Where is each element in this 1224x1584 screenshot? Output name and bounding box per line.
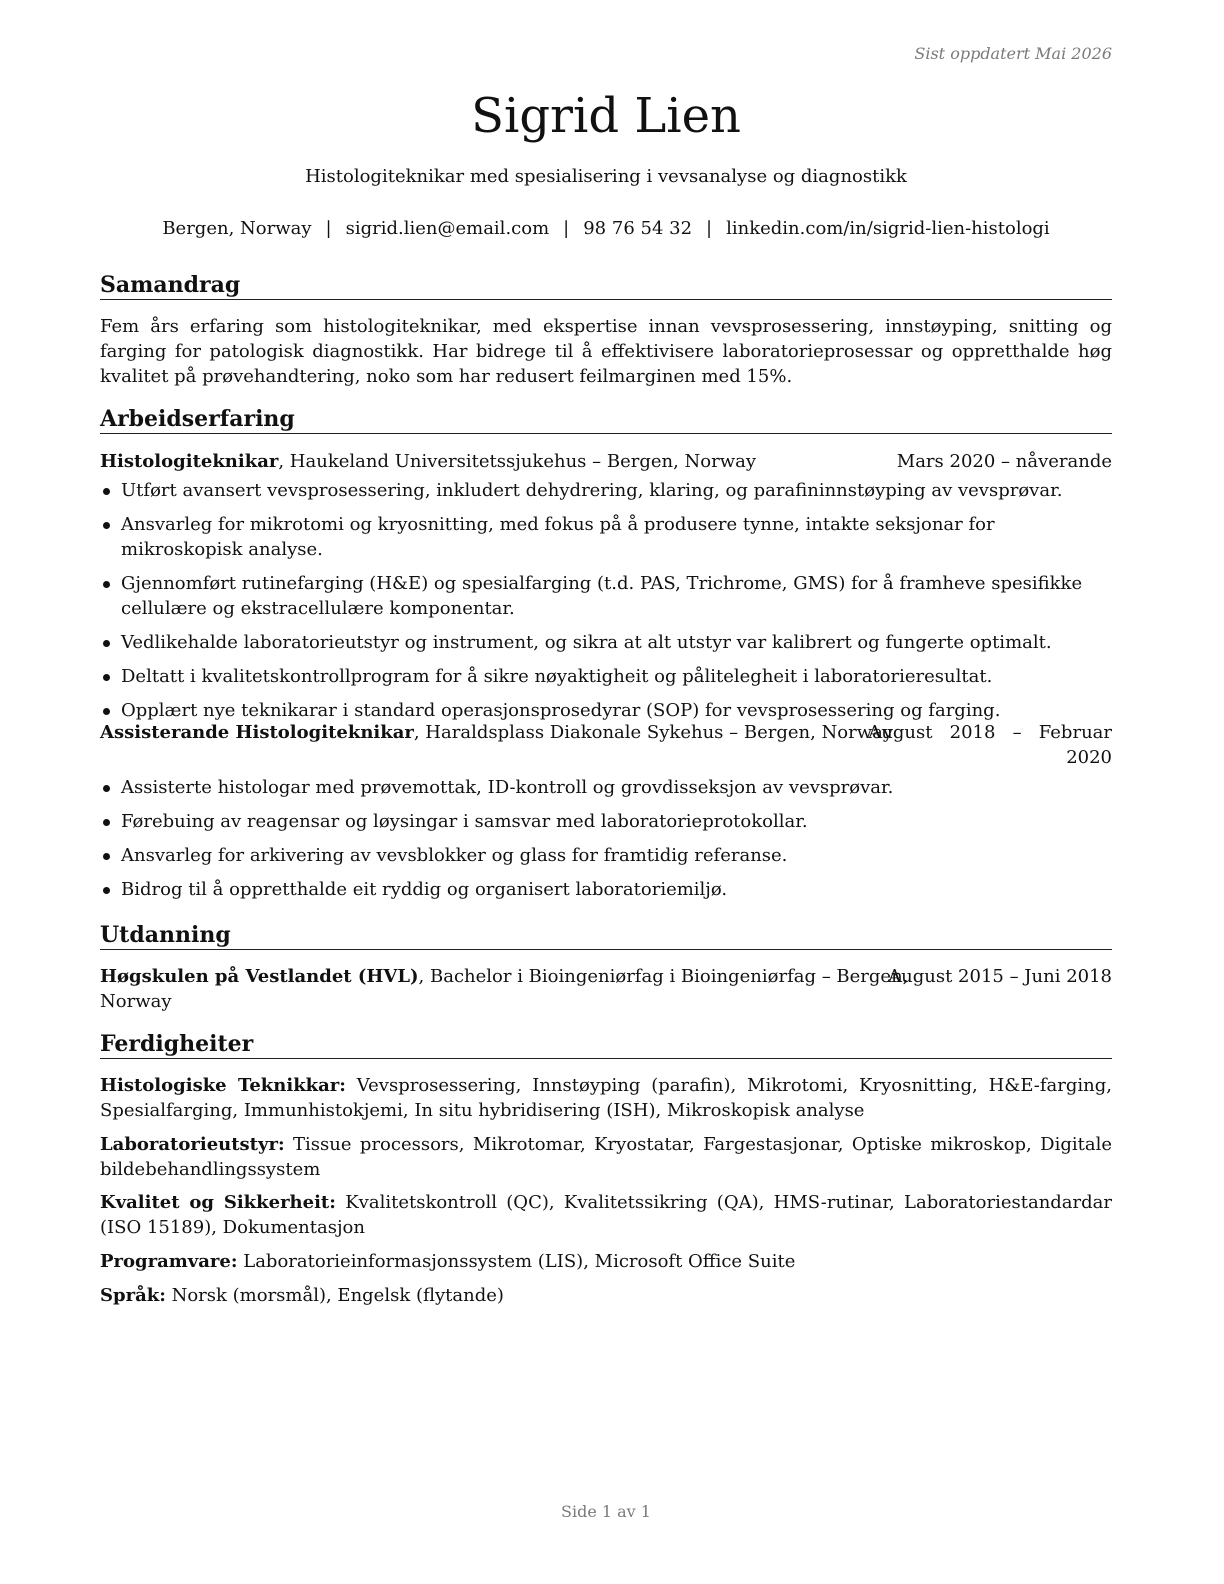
list-item — [100, 843, 1112, 868]
bullet-text: Utført avansert vevsprosessering, inkludert dehydrering, klaring, og parafininnstøyping av vevsprøvar. — [121, 480, 1063, 501]
job-dates — [868, 720, 1112, 770]
bullet-text: Opplært nye teknikarar i standard operasjonsprosedyrar (SOP) for vevsprosessering og farging. — [121, 700, 1001, 721]
bullet-icon — [103, 708, 110, 715]
skill-label: Språk: — [100, 1285, 166, 1306]
job-role: Assisterande Histologiteknikar — [100, 722, 414, 743]
bullet-text: Assisterte histologar med prøvemottak, ID-kontroll og grovdisseksjon av vevsprøvar. — [121, 777, 894, 798]
skill-row — [100, 1283, 1112, 1308]
contact-phone: 98 76 54 32 — [583, 218, 693, 239]
bullet-text: Deltatt i kvalitetskontrollprogram for å sikre nøyaktigheit og pålitelegheit i laboratorieresultat. — [121, 666, 993, 687]
section-title-skills: Ferdigheiter — [100, 1030, 1112, 1059]
bullet-icon — [103, 887, 110, 894]
candidate-name: Sigrid Lien — [471, 88, 741, 144]
bullet-text: Bidrog til å oppretthalde eit ryddig og organisert laboratoriemiljø. — [121, 879, 728, 900]
section-title-experience: Arbeidserfaring — [100, 405, 1112, 434]
skill-row — [100, 1132, 1112, 1182]
bullet-icon — [103, 581, 110, 588]
skill-row — [100, 1190, 1112, 1240]
skill-label: Laboratorieutstyr: — [100, 1134, 285, 1155]
job-bullets — [100, 478, 1112, 732]
resume-page — [100, 0, 1112, 1584]
bullet-icon — [103, 785, 110, 792]
contact-separator: | — [706, 218, 713, 239]
education-dates: August 2015 – Juni 2018 — [888, 966, 1112, 987]
skill-value: Tissue processors, Mikrotomar, Kryostatar, Fargestasjonar, Optiske mikroskop, Digitale bildebehandlingssystem — [100, 1134, 1112, 1180]
list-item — [100, 478, 1112, 503]
section-title-education: Utdanning — [100, 921, 1112, 950]
education-school: Høgskulen på Vestlandet (HVL) — [100, 966, 419, 987]
job-bullets — [100, 775, 1112, 911]
contact-separator: | — [563, 218, 570, 239]
contact-location: Bergen, Norway — [162, 218, 312, 239]
job-dates-line: 2020 — [1066, 747, 1112, 768]
bullet-text: Ansvarleg for arkivering av vevsblokker og glass for framtidig referanse. — [121, 845, 788, 866]
bullet-icon — [103, 819, 110, 826]
list-item — [100, 571, 1112, 621]
job-role: Histologiteknikar — [100, 451, 279, 472]
job-header — [100, 449, 1112, 474]
contact-line — [100, 218, 1112, 239]
page-number: Side 1 av 1 — [561, 1502, 651, 1521]
bullet-text: Vedlikehalde laboratorieutstyr og instrument, og sikra at alt utstyr var kalibrert og fungerte optimalt. — [121, 632, 1052, 653]
bullet-icon — [103, 853, 110, 860]
education-degree: , Bachelor i Bioingeniørfag i Bioingeniørfag – Bergen, — [418, 966, 909, 987]
education-entry — [100, 964, 1112, 1014]
contact-linkedin[interactable]: linkedin.com/in/sigrid-lien-histologi — [726, 218, 1050, 239]
last-updated: Sist oppdatert Mai 2026 — [914, 44, 1112, 63]
list-item — [100, 664, 1112, 689]
job-dates: Mars 2020 – nåverande — [896, 451, 1112, 472]
list-item — [100, 877, 1112, 902]
job-dates-line: August 2018 – Februar — [868, 722, 1112, 743]
list-item — [100, 775, 1112, 800]
job-employer: , Haraldsplass Diakonale Sykehus – Bergen, Norway — [413, 722, 894, 743]
list-item — [100, 809, 1112, 834]
bullet-icon — [103, 674, 110, 681]
skill-value: Norsk (morsmål), Engelsk (flytande) — [165, 1285, 504, 1306]
contact-separator: | — [325, 218, 332, 239]
job-employer: , Haukeland Universitetssjukehus – Bergen, Norway — [278, 451, 757, 472]
bullet-icon — [103, 640, 110, 647]
section-title-summary: Samandrag — [100, 271, 1112, 300]
skill-label: Kvalitet og Sikkerheit: — [100, 1192, 336, 1213]
bullet-icon — [103, 488, 110, 495]
list-item — [100, 512, 1112, 562]
skill-row — [100, 1073, 1112, 1123]
skill-value: Laboratorieinformasjonssystem (LIS), Microsoft Office Suite — [237, 1251, 796, 1272]
list-item — [100, 630, 1112, 655]
bullet-icon — [103, 522, 110, 529]
education-degree-cont: Norway — [100, 991, 172, 1012]
skill-value: Vevsprosessering, Innstøyping (parafin), Mikrotomi, Kryosnitting, H&E-farging, Spesialfarging, Immunhistokjemi, In situ hybridisering (ISH), Mikroskopisk analyse — [100, 1075, 1112, 1121]
skill-label: Histologiske Teknikkar: — [100, 1075, 346, 1096]
job-header — [100, 720, 1112, 768]
skill-label: Programvare: — [100, 1251, 238, 1272]
skill-row — [100, 1249, 1112, 1274]
bullet-text: Ansvarleg for mikrotomi og kryosnitting, med fokus på å produsere tynne, intakte seksjonar for mikroskopisk analyse. — [121, 514, 995, 560]
bullet-text: Gjennomført rutinefarging (H&E) og spesialfarging (t.d. PAS, Trichrome, GMS) for å framheve spesifikke cellulære og ekstracellulære komponentar. — [121, 573, 1083, 619]
summary-text: Fem års erfaring som histologiteknikar, med ekspertise innan vevsprosessering, innstøyping, snitting og farging for patologisk diagnostikk. Har bidrege til å effektivisere laboratorieprosessar og oppretthalde høg kvalitet på prøvehandtering, noko som har redusert feilmarginen med 15%. — [100, 316, 1112, 387]
contact-email[interactable]: sigrid.lien@email.com — [345, 218, 550, 239]
skill-value: Kvalitetskontroll (QC), Kvalitetssikring (QA), HMS-rutinar, Laboratoriestandardar (ISO 15189), Dokumentasjon — [100, 1192, 1113, 1238]
tagline: Histologiteknikar med spesialisering i vevsanalyse og diagnostikk — [305, 166, 907, 187]
bullet-text: Førebuing av reagensar og løysingar i samsvar med laboratorieprotokollar. — [121, 811, 808, 832]
